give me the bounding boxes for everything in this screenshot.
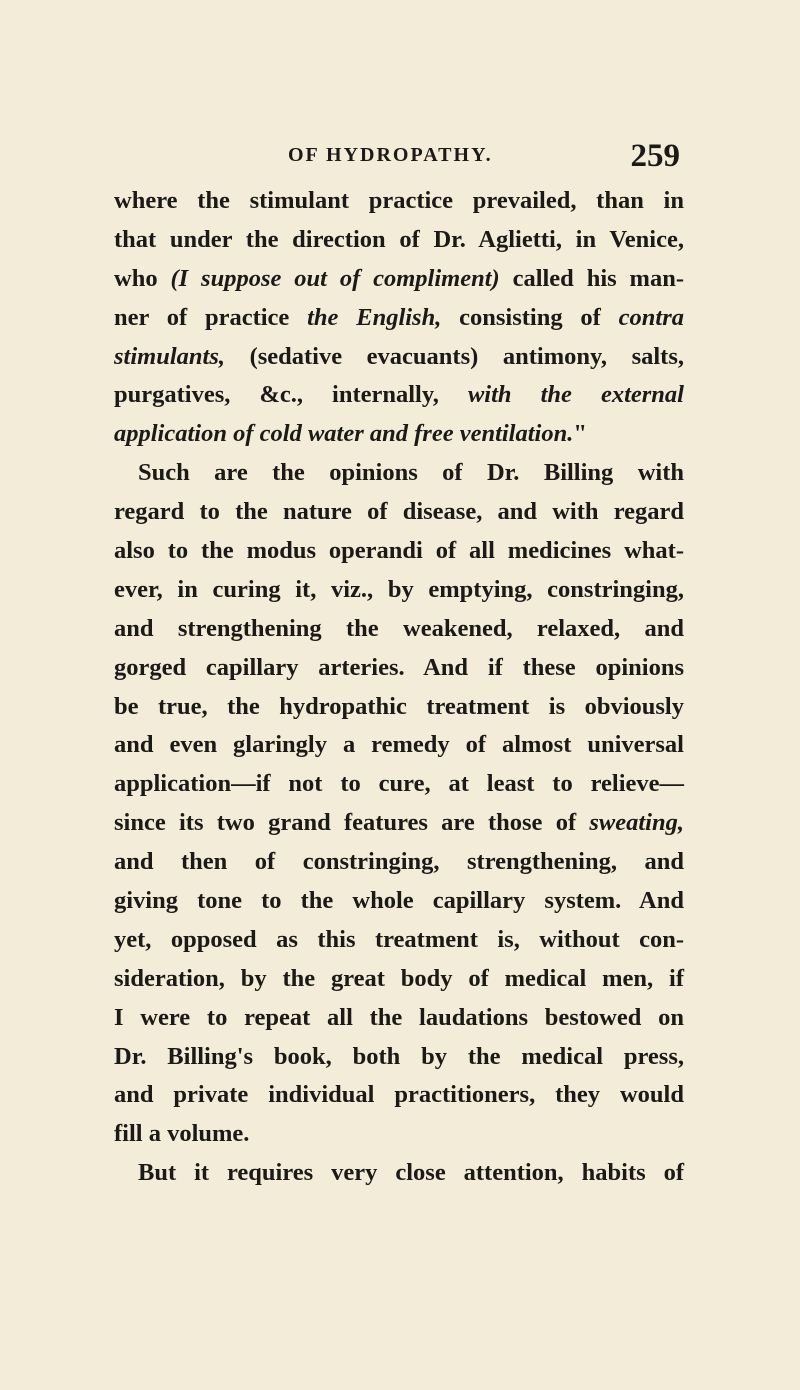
text-line	[114, 688, 684, 727]
italic-text: contra	[618, 303, 684, 331]
text-segment: I were to repeat all the laudations bestowed on	[114, 1003, 684, 1031]
text-segment: who	[114, 264, 171, 292]
text-segment: also to the modus operandi of all medicines what-	[114, 537, 684, 565]
text-segment: ner of practice	[114, 303, 308, 331]
text-segment: Such are the opinions of Dr. Billing with	[138, 459, 684, 487]
body-text	[114, 182, 684, 1193]
text-segment: application—if not to cure, at least to relieve—	[114, 770, 684, 798]
running-title: OF HYDROPATHY.	[288, 144, 493, 166]
text-line	[114, 338, 684, 377]
text-line	[114, 571, 684, 610]
text-line	[114, 1038, 684, 1077]
text-line	[114, 415, 684, 454]
text-line	[114, 1076, 684, 1115]
italic-text: application of cold water and free ventilation.	[114, 420, 574, 448]
text-segment: and even glaringly a remedy of almost universal	[114, 731, 684, 759]
text-line	[114, 882, 684, 921]
text-segment: where the stimulant practice prevailed, than in	[114, 187, 684, 214]
text-line	[114, 260, 684, 299]
italic-text: (I suppose out of compliment)	[170, 264, 500, 292]
text-segment: "	[573, 420, 587, 448]
text-segment: fill a volume.	[114, 1120, 250, 1148]
running-head	[116, 138, 680, 174]
text-segment: be true, the hydropathic treatment is obviously	[114, 692, 684, 720]
text-line	[114, 299, 684, 338]
text-segment: gorged capillary arteries. And if these opinions	[114, 653, 684, 681]
italic-text: stimulants,	[114, 342, 225, 370]
text-line	[114, 610, 684, 649]
text-segment: that under the direction of Dr. Aglietti, in Venice,	[114, 225, 684, 253]
text-line	[114, 726, 684, 765]
italic-text: sweating,	[589, 809, 684, 837]
text-line	[114, 1115, 684, 1154]
text-line	[114, 843, 684, 882]
text-line	[114, 999, 684, 1038]
text-line	[114, 493, 684, 532]
text-segment: yet, opposed as this treatment is, without con-	[114, 925, 684, 953]
text-line	[114, 1154, 684, 1193]
text-line	[114, 765, 684, 804]
text-segment: and strengthening the weakened, relaxed, and	[114, 614, 684, 642]
text-line	[114, 376, 684, 415]
text-segment: giving tone to the whole capillary system. And	[114, 887, 684, 915]
text-segment: and then of constringing, strengthening, and	[114, 848, 684, 876]
text-segment: sideration, by the great body of medical men, if	[114, 964, 684, 992]
text-line	[114, 960, 684, 999]
text-segment: called his man-	[499, 264, 684, 292]
text-line	[114, 182, 684, 221]
text-line	[114, 532, 684, 571]
italic-text: with the external	[467, 381, 684, 409]
text-segment: Dr. Billing's book, both by the medical press,	[114, 1042, 684, 1070]
text-segment: regard to the nature of disease, and with regard	[114, 498, 684, 526]
text-segment: ever, in curing it, viz., by emptying, constringing,	[114, 575, 684, 603]
text-line	[114, 804, 684, 843]
text-line	[114, 649, 684, 688]
text-line	[114, 921, 684, 960]
text-segment: (sedative evacuants) antimony, salts,	[224, 342, 684, 370]
text-segment: and private individual practitioners, they would	[114, 1081, 684, 1109]
text-line	[114, 221, 684, 260]
page-number: 259	[630, 138, 680, 174]
text-segment: purgatives, &c., internally,	[114, 381, 468, 409]
text-line	[114, 454, 684, 493]
text-segment: since its two grand features are those of	[114, 809, 590, 837]
italic-text: the English,	[307, 303, 442, 331]
text-segment: But it requires very close attention, habits of	[138, 1159, 684, 1187]
text-segment: consisting of	[441, 303, 619, 331]
